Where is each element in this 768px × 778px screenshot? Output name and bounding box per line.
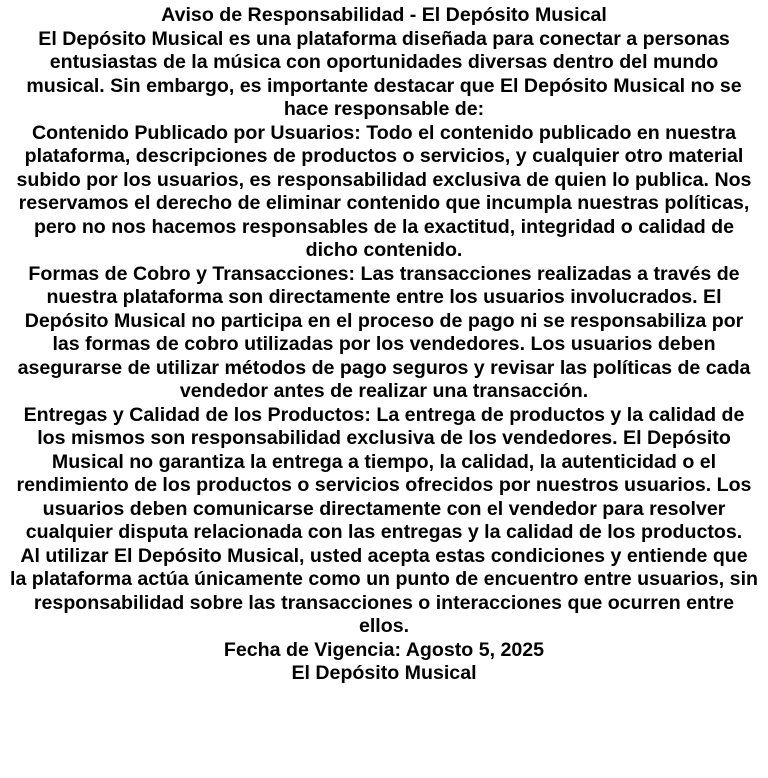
section-user-content: Contenido Publicado por Usuarios: Todo el contenido publicado en nuestra plataforma, descripciones de productos o servicios, y cualquier otro material subido por los usuarios, es responsabilidad exclusiva de quien lo publica. Nos reservamos el derecho de eliminar contenido que incumpla nuestras políticas, pero no nos hacemos responsables de la exactitud, integridad o calidad de dicho contenido.: [16, 121, 752, 261]
effective-date: Fecha de Vigencia: Agosto 5, 2025: [223, 638, 545, 661]
closing-paragraph: Al utilizar El Depósito Musical, usted acepta estas condiciones y entiende que la plataforma actúa únicamente como un punto de encuentro entre usuarios, sin responsabilidad sobre las transacciones o interacciones que ocurren entre ellos.: [10, 544, 758, 637]
intro-paragraph: El Depósito Musical es una plataforma diseñada para conectar a personas entusiastas de la música con oportunidades diversas dentro del mundo musical. Sin embargo, es importante destacar que El Depósito Musical no se hace responsable de:: [26, 27, 742, 120]
section-payments: Formas de Cobro y Transacciones: Las transacciones realizadas a través de nuestra plataforma son directamente entre los usuarios involucrados. El Depósito Musical no participa en el proceso de pago ni se responsabiliza por las formas de cobro utilizadas por los vendedores. Los usuarios deben asegurarse de utilizar métodos de pago seguros y revisar las políticas de cada vendedor antes de realizar una transacción.: [17, 262, 751, 402]
document-title: Aviso de Responsabilidad - El Depósito Musical: [161, 4, 607, 26]
signature: El Depósito Musical: [291, 662, 477, 684]
section-deliveries: Entregas y Calidad de los Productos: La entrega de productos y la calidad de los mismos son responsabilidad exclusiva de los vendedores. El Depósito Musical no garantiza la entrega a tiempo, la calidad, la autenticidad o el rendimiento de los productos o servicios ofrecidos por nuestros usuarios. Los usuarios deben comunicarse directamente con el vendedor para resolver cualquier disputa relacionada con las entregas y la calidad de los productos.: [16, 403, 752, 543]
